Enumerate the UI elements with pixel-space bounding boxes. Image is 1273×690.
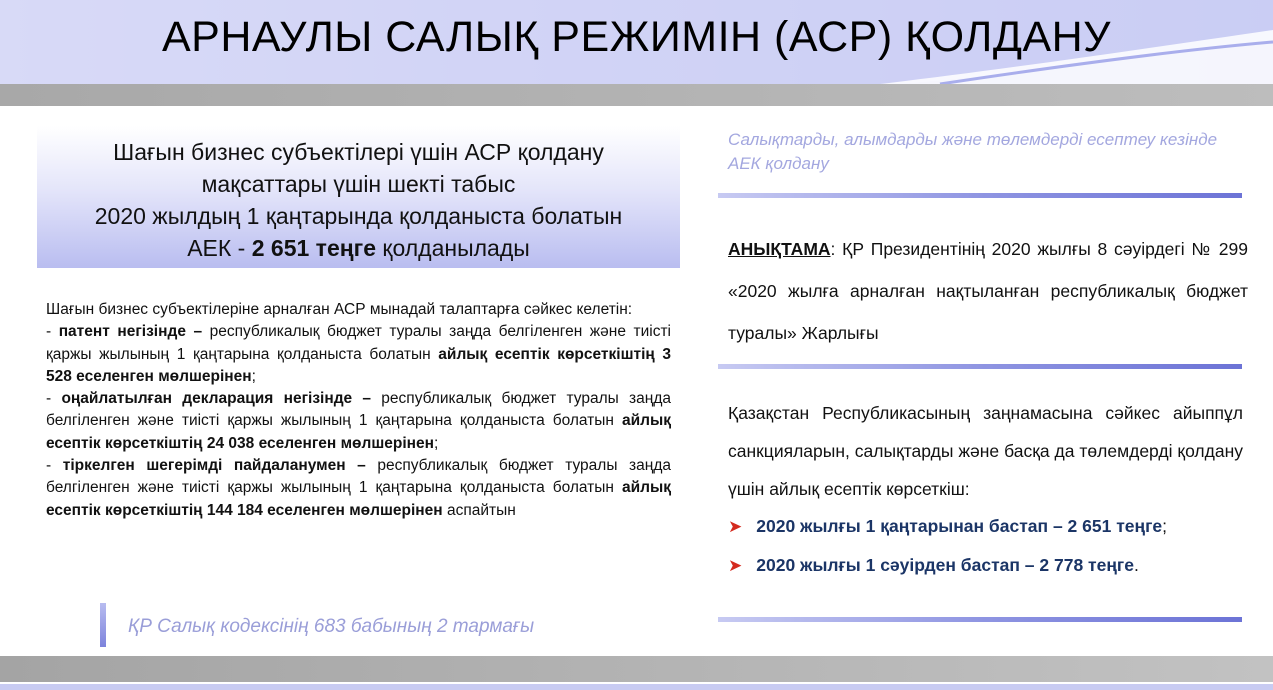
- mrp-bullet-item: [728, 555, 1139, 576]
- requirement-body: республикалық бюджет туралы заңда белгіленген және тиісті қаржы жылының 1 қаңтарына қолданыста болатын: [46, 457, 672, 497]
- requirement-tail: ;: [434, 434, 439, 452]
- limit-line-3: 2020 жылдың 1 қаңтарында қолданыста болатын: [94, 203, 623, 229]
- requirement-body: республикалық бюджет туралы заңда белгіленген және тиісті қаржы жылының 1 қаңтарына қолданыста болатын: [46, 390, 671, 430]
- requirement-limit: айлық есептік көрсеткіштің 3 528 еселенген мөлшерінен: [46, 345, 671, 385]
- bottom-accent-line: [0, 684, 1273, 690]
- requirements-text: [46, 299, 671, 522]
- limit-prefix: АЕК -: [187, 235, 252, 261]
- limit-line-1: Шағын бизнес субъектілері үшін АСР қолдану: [113, 139, 604, 165]
- divider-line: [718, 617, 1242, 622]
- citation-text: ҚР Салық кодексінің 683 бабының 2 тармағы: [128, 616, 535, 637]
- header-banner: [0, 0, 1273, 84]
- requirement-item-patent: [46, 321, 671, 388]
- citation-accent-bar: [100, 603, 106, 647]
- divider-line: [718, 364, 1242, 369]
- limit-suffix: қолданылады: [376, 235, 530, 261]
- limit-amount: 2 651 теңге: [251, 235, 376, 261]
- mrp-text: Қазақстан Республикасының заңнамасына сәйкес айыппұл санкцияларын, салықтарды және басқа да төлемдерді қолдану үшін айлық есептік көрсеткіш:: [728, 403, 1243, 499]
- arrow-bullet-icon: ➤: [728, 556, 743, 575]
- requirements-intro: Шағын бизнес субъектілеріне арналған АСР мынадай талаптарға сәйкес келетін:: [46, 301, 633, 318]
- dash: -: [46, 323, 59, 341]
- dash: -: [46, 457, 63, 475]
- requirement-limit: айлық есептік көрсеткіштің 24 038 еселенген мөлшерінен: [46, 412, 671, 452]
- definition-block: [728, 228, 1248, 354]
- page-title: АРНАУЛЫ САЛЫҚ РЕЖИМІН (АСР) ҚОЛДАНУ: [161, 13, 1112, 61]
- income-limit-box: [37, 126, 680, 268]
- bullet-text: 2020 жылғы 1 қаңтарынан бастап – 2 651 теңге: [756, 516, 1163, 536]
- limit-line-2: мақсаттары үшін шекті табыс: [201, 171, 516, 197]
- bullet-tail: .: [1133, 555, 1139, 575]
- bottom-divider-bar: [0, 656, 1273, 682]
- requirement-title: тіркелген шегерімді пайдаланумен –: [62, 457, 366, 475]
- right-heading: Салықтарды, алымдарды және төлемдерді есептеу кезінде АЕК қолдану: [728, 130, 1218, 173]
- top-divider-bar: [0, 84, 1273, 106]
- requirement-item-simplified: [46, 388, 671, 455]
- limit-line-4: [37, 232, 680, 264]
- mrp-bullet-item: [728, 516, 1167, 537]
- requirement-title: оңайлатылған декларация негізінде –: [61, 390, 372, 408]
- bullet-text: 2020 жылғы 1 сәуірден бастап – 2 778 теңге: [756, 555, 1134, 575]
- requirement-title: патент негізінде –: [58, 323, 203, 341]
- mrp-block: [728, 394, 1243, 508]
- requirement-tail: аспайтын: [442, 501, 516, 519]
- requirement-item-fixed-deduction: [46, 455, 671, 522]
- dash: -: [46, 390, 62, 408]
- requirement-tail: ;: [251, 367, 256, 385]
- requirement-body: республикалық бюджет туралы заңда белгіленген және тиісті қаржы жылының 1 қаңтарына қолданыста болатын: [46, 323, 671, 363]
- arrow-bullet-icon: ➤: [728, 517, 743, 536]
- divider-line: [718, 193, 1242, 198]
- definition-label: АНЫҚТАМА: [728, 239, 831, 259]
- requirement-limit: айлық есептік көрсеткіштің 144 184 еселенген мөлшерінен: [46, 479, 671, 519]
- definition-text: : ҚР Президентінің 2020 жылғы 8 сәуірдегі № 299 «2020 жылға арналған нақтыланған республикалық бюджет туралы» Жарлығы: [728, 239, 1248, 343]
- bullet-tail: ;: [1162, 516, 1167, 536]
